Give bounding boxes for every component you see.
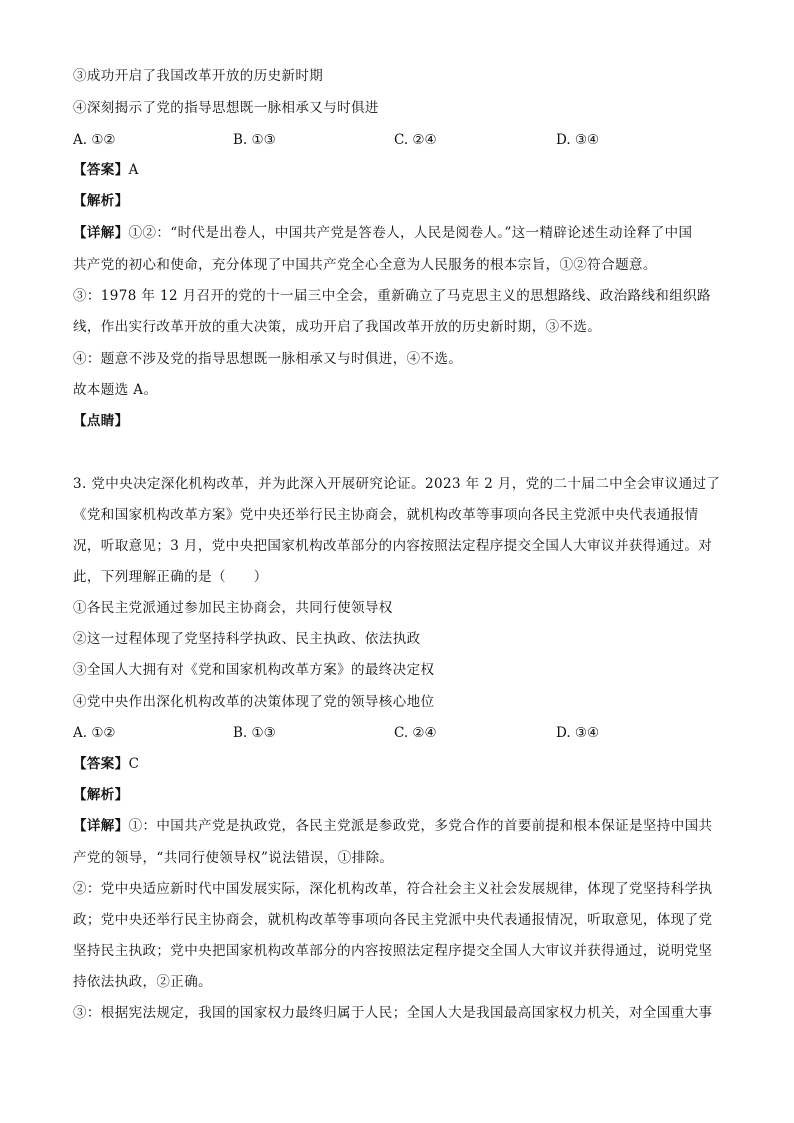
- q2-answer-line: [73, 160, 723, 180]
- q2-item-4: ④深刻揭示了党的指导思想既一脉相承又与时俱进: [73, 100, 379, 116]
- answer-tag: 【答案】: [73, 756, 129, 772]
- q2-item-3: ③成功开启了我国改革开放的历史新时期: [73, 68, 324, 84]
- q3-detail-line: 坚持民主执政；党中央把国家机构改革部分的内容按照法定程序提交全国人大审议并获得通过，说明党坚: [73, 943, 713, 959]
- q2-detail-line: 线，作出实行改革开放的重大决策，成功开启了我国改革开放的历史新时期，③不选。: [73, 319, 602, 335]
- answer-tag: 【答案】: [73, 162, 129, 178]
- analysis-tag: 【解析】: [73, 193, 129, 209]
- q3-detail-line: 持依法执政，②正确。: [73, 974, 212, 990]
- q2-option-b: B. ①③: [233, 132, 276, 148]
- q2-detail-line: ③：1978 年 12 月召开的党的十一届三中全会，重新确立了马克思主义的思想路线、政治路线和组织路: [73, 288, 711, 304]
- q3-answer-line: [73, 754, 723, 774]
- q3-option-b: B. ①③: [233, 725, 276, 741]
- comment-tag: 【点睛】: [73, 413, 129, 429]
- q2-detail-line: 故本题选 A。: [73, 382, 158, 398]
- answer-value: C: [128, 756, 140, 772]
- q3-option-d: D. ③④: [556, 725, 600, 741]
- q3-item-3: ③全国人大拥有对《党和国家机构改革方案》的最终决定权: [73, 662, 435, 678]
- q3-detail-line: 【详解】①：中国共产党是执政党，各民主党派是参政党，多党合作的首要前提和根本保证是坚持中国共: [73, 818, 713, 834]
- q2-detail-line: ④：题意不涉及党的指导思想既一脉相承又与时俱进，④不选。: [73, 351, 463, 367]
- answer-value: A: [128, 162, 139, 178]
- q2-option-a: A. ①②: [73, 132, 116, 148]
- q3-detail-line: ②：党中央适应新时代中国发展实际，深化机构改革，符合社会主义社会发展规律，体现了党坚持科学执: [73, 881, 713, 897]
- q3-stem-line: 况，听取意见；3 月，党中央把国家机构改革部分的内容按照法定程序提交全国人大审议并获得通过。对: [73, 538, 713, 554]
- analysis-tag: 【解析】: [73, 787, 129, 803]
- q3-option-a: A. ①②: [73, 725, 116, 741]
- q2-option-c: C. ②④: [394, 132, 437, 148]
- q3-stem-line: 《党和国家机构改革方案》党中央还举行民主协商会，就机构改革等事项向各民主党派中央代表通报情: [73, 507, 699, 523]
- q3-item-4: ④党中央作出深化机构改革的决策体现了党的领导核心地位: [73, 694, 435, 710]
- detail-tag: 【详解】: [73, 818, 129, 834]
- q3-item-2: ②这一过程体现了党坚持科学执政、民主执政、依法执政: [73, 631, 421, 647]
- detail-tag: 【详解】: [73, 225, 129, 241]
- q2-detail-line: 【详解】①②：“时代是出卷人，中国共产党是答卷人，人民是阅卷人。”这一精辟论述生动诠释了中国: [73, 225, 693, 241]
- q3-detail-line: 政；党中央还举行民主协商会，就机构改革等事项向各民主党派中央代表通报情况，听取意见，体现了党: [73, 912, 713, 928]
- q2-option-d: D. ③④: [556, 132, 600, 148]
- q3-stem-line: 3. 党中央决定深化机构改革，并为此深入开展研究论证。2023 年 2 月，党的二十届二中全会审议通过了: [73, 476, 721, 492]
- q3-detail-line: 产党的领导，“共同行使领导权”说法错误，①排除。: [73, 850, 394, 866]
- q2-detail-line: 共产党的初心和使命，充分体现了中国共产党全心全意为人民服务的根本宗旨，①②符合题意。: [73, 257, 657, 273]
- q3-detail-line: ③：根据宪法规定，我国的国家权力最终归属于人民；全国人大是我国最高国家权力机关，对全国重大事: [73, 1005, 713, 1021]
- q3-item-1: ①各民主党派通过参加民主协商会，共同行使领导权: [73, 600, 393, 616]
- q3-stem-line: 此，下列理解正确的是（ ）: [73, 569, 268, 585]
- q3-option-c: C. ②④: [394, 725, 437, 741]
